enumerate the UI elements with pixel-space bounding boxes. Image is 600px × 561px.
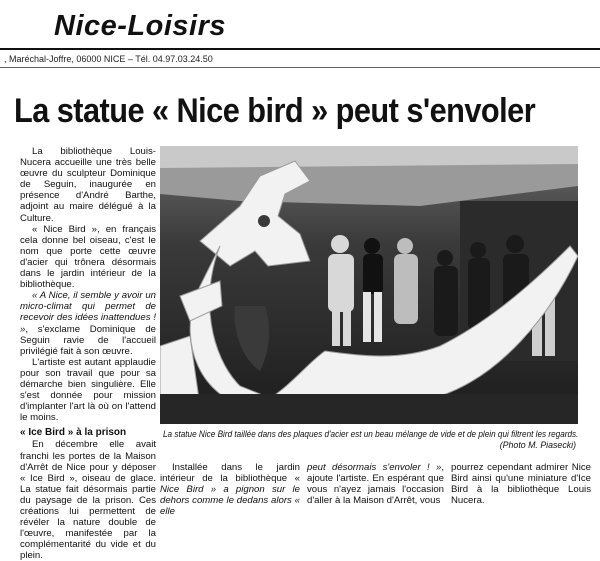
paragraph bbox=[307, 462, 444, 506]
paragraph: En décembre elle avait franchi les portes de la Maison d'Arrêt de Nice pour y déposer « Ice Bird », oiseau de glace. La statue fait désormais partie du paysage de la prison. Ces créations lui permettent de révéler la nature double de l'œuvre, manifestée par la complémentarité du vide et du plein. bbox=[20, 439, 156, 561]
article-photo bbox=[160, 146, 578, 424]
article-column-4 bbox=[451, 462, 591, 506]
masthead-title: Nice-Loisirs bbox=[54, 10, 226, 42]
article-headline: La statue « Nice bird » peut s'envoler bbox=[14, 92, 536, 130]
paragraph: L'artiste est autant applaudie pour son travail que pour sa démarche bien singulière. Elle s'est donnée pour mission d'implanter l'art là où on l'attend le moins. bbox=[20, 356, 156, 424]
paragraph: pourrez cependant admirer Nice Bird ainsi qu'une miniature d'Ice Bird à la bibliothèque Louis Nucera. bbox=[451, 462, 591, 507]
paragraph: « Nice Bird », en français cela donne bel oiseau, c'est le nom que porte cette œuvre d'acier qui trônera désormais dans le jardin intérieur de la bibliothèque. bbox=[20, 223, 156, 291]
paragraph bbox=[160, 462, 300, 517]
article-column-2 bbox=[160, 462, 300, 517]
address-rule bbox=[0, 67, 600, 68]
paragraph-text: Installée dans le jardin intérieur de la bibliothèque « bbox=[160, 462, 300, 485]
photo-credit: (Photo M. Piasecki) bbox=[499, 440, 576, 450]
article-column-1 bbox=[20, 146, 156, 561]
paragraph-text: , ajoute l'artiste. En espérant que vous n'ayez jamais l'occasion d'aller à la Maison d'Arrêt, vous bbox=[307, 462, 444, 507]
quote: Nice Bird » a pignon sur le dehors comme le dedans alors « elle bbox=[160, 484, 300, 518]
paragraph bbox=[20, 290, 156, 357]
subheading: « Ice Bird » à la prison bbox=[20, 427, 127, 439]
paragraph-text: , s'exclame Dominique de Seguin ravie de l'accueil privilégié fait à son œuvre. bbox=[20, 323, 156, 357]
masthead-rule bbox=[0, 48, 600, 50]
paragraph: La bibliothèque Louis-Nucera accueille une très belle œuvre du sculpteur Dominique de Seguin, inaugurée en présence d'André Barthe, adjoint au maire délégué à la Culture. bbox=[20, 146, 156, 224]
photo-caption: La statue Nice Bird taillée dans des plaques d'acier est un beau mélange de vide et de plein qui filtrent les regards. bbox=[163, 429, 579, 439]
sculpture-photo-illustration bbox=[160, 146, 578, 424]
quote: peut désormais s'envoler ! » bbox=[307, 462, 442, 473]
address-line: , Maréchal-Joffre, 06000 NICE – Tél. 04.97.03.24.50 bbox=[4, 54, 213, 64]
article-column-3 bbox=[307, 462, 444, 506]
quote: « A Nice, il semble y avoir un micro-climat qui permet de recevoir des idées inattendues ! » bbox=[20, 290, 156, 335]
